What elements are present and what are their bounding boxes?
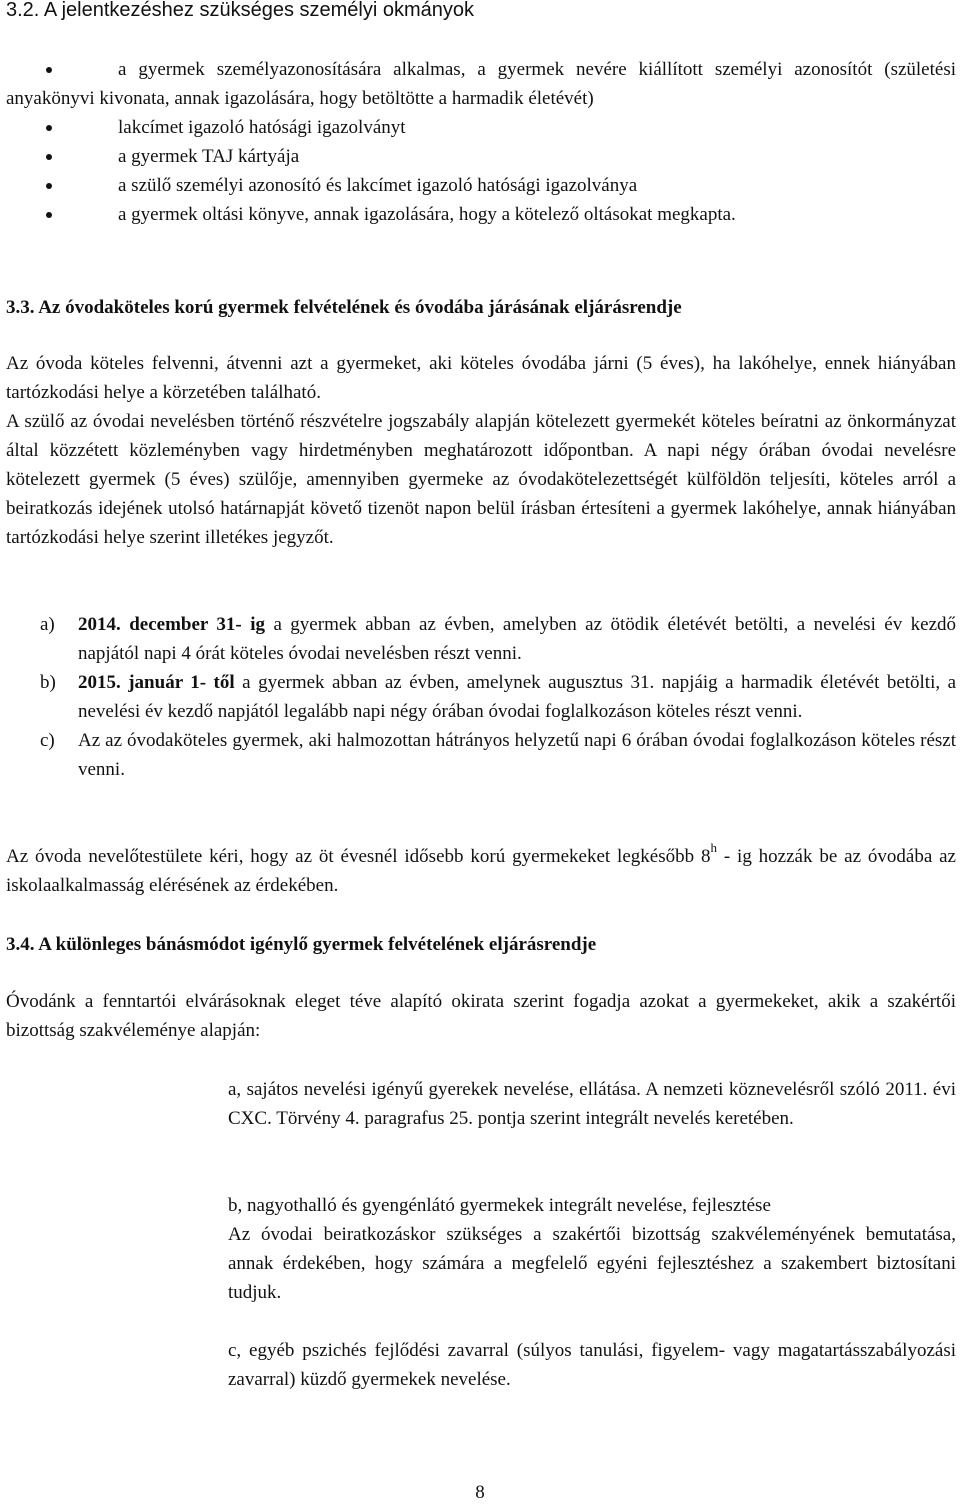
list-marker: c) [40, 730, 55, 751]
list-item-text: a gyermek oltási könyve, annak igazolására, hogy a kötelező oltásokat megkapta. [118, 204, 736, 225]
age-rules-list [40, 610, 956, 784]
list-item [6, 142, 956, 171]
list-item [6, 171, 956, 200]
special-item-b-text: Az óvodai beiratkozáskor szükséges a szakértői bizottság szakvéleményének bemutatása, annak érdekében, hogy számára a megfelelő egyéni fejlesztéshez a szakembert biztosítani tudjuk. [228, 1224, 956, 1303]
list-item-text: Az az óvodaköteles gyermek, aki halmozottan hátrányos helyzetű napi 6 órában óvodai foglalkozáson köteles részt venni. [78, 730, 956, 780]
list-item-text: a gyermek abban az évben, amelyben az ötödik életévét betölti, a nevelési év kezdő napjától napi 4 órát köteles óvodai nevelésben részt venni. [78, 614, 957, 664]
list-item [40, 668, 956, 726]
list-item-text: lakcímet igazoló hatósági igazolványt [118, 117, 406, 138]
list-marker: b) [40, 672, 56, 693]
section-heading-3-2: 3.2. A jelentkezéshez szükséges személyi okmányok [6, 0, 475, 21]
list-item [6, 200, 956, 229]
special-item-b-title: b, nagyothalló és gyengénlátó gyermekek integrált nevelése, fejlesztése [228, 1195, 771, 1216]
section-heading-3-3: 3.3. Az óvodaköteles korú gyermek felvételének és óvodába járásának eljárásrendje [6, 297, 682, 318]
list-item-text: a gyermek abban az évben, amelynek augusztus 31. napjáig a harmadik életévét betölti, a nevelési év kezdő napjától legalább napi négy órában óvodai foglalkozáson köteles részt venni. [78, 672, 957, 722]
superscript: h [710, 840, 717, 855]
bullet-icon [46, 125, 52, 131]
list-marker: a) [40, 614, 55, 635]
list-item [40, 610, 956, 668]
bullet-icon [46, 154, 52, 160]
list-item [6, 55, 956, 113]
documents-list [6, 55, 956, 229]
page-number: 8 [475, 1482, 485, 1503]
paragraph-enrollment: A szülő az óvodai nevelésben történő részvételre jogszabály alapján kötelezett gyermekét köteles beíratni az önkormányzat által közzétett közleményben vagy hirdetményben meghatározott időpontban. A napi négy órában óvodai nevelésre kötelezett gyermek (5 éves) szülője, amennyiben gyermeke az óvodakötelezettségét külföldön teljesíti, köteles arról a beiratkozás idejének utolsó határnapját követő tizenöt napon belül írásban értesíteni a gyermek lakóhelye, annak hiányában tartózkodási helye szerint illetékes jegyzőt. [6, 411, 956, 548]
list-item-text: a gyermek személyazonosítására alkalmas, a gyermek nevére kiállított személyi azonosítót (születési anyakönyvi kivonata, annak igazolására, hogy betöltötte a harmadik életévét) [6, 59, 956, 109]
list-item [6, 113, 956, 142]
paragraph-arrival-time [6, 842, 956, 900]
special-item-a: a, sajátos nevelési igényű gyerekek nevelése, ellátása. A nemzeti köznevelésről szóló 2011. évi CXC. Törvény 4. paragrafus 25. pontja szerint integrált nevelés keretében. [228, 1079, 956, 1129]
section-heading-3-4: 3.4. A különleges bánásmódot igénylő gyermek felvételének eljárásrendje [6, 934, 597, 955]
list-item-year: 2015. [78, 672, 121, 693]
special-item-b [228, 1191, 956, 1307]
paragraph-admission: Az óvoda köteles felvenni, átvenni azt a gyermeket, aki köteles óvodába járni (5 éves), ha lakóhelye, ennek hiányában tartózkodási helye a körzetében található. [6, 353, 956, 403]
list-item-year: 2014. [78, 614, 121, 635]
special-item-c: c, egyéb pszichés fejlődési zavarral (súlyos tanulási, figyelem- vagy magatartásszabályozási zavarral) küzdő gyermekek nevelése. [228, 1340, 956, 1390]
list-item-text: a szülő személyi azonosító és lakcímet igazoló hatósági igazolványa [118, 175, 638, 196]
list-item-text: a gyermek TAJ kártyája [118, 146, 300, 167]
bullet-icon [46, 67, 52, 73]
list-item-date: december 31- ig [129, 614, 265, 635]
bullet-icon [46, 183, 52, 189]
list-item [40, 726, 956, 784]
bullet-icon [46, 212, 52, 218]
list-item-date: január 1- től [128, 672, 235, 693]
paragraph-special-intro: Óvodánk a fenntartói elvárásoknak eleget téve alapító okirata szerint fogadja azokat a gyermekeket, akik a szakértői bizottság szakvéleménye alapján: [6, 991, 956, 1041]
paragraph-text: - ig hozzák be az óvodába az iskolaalkalmasság elérésének az érdekében. [6, 846, 956, 896]
paragraph-text: Az óvoda nevelőtestülete kéri, hogy az öt évesnél idősebb korú gyermekeket legkésőbb 8 [6, 846, 711, 867]
